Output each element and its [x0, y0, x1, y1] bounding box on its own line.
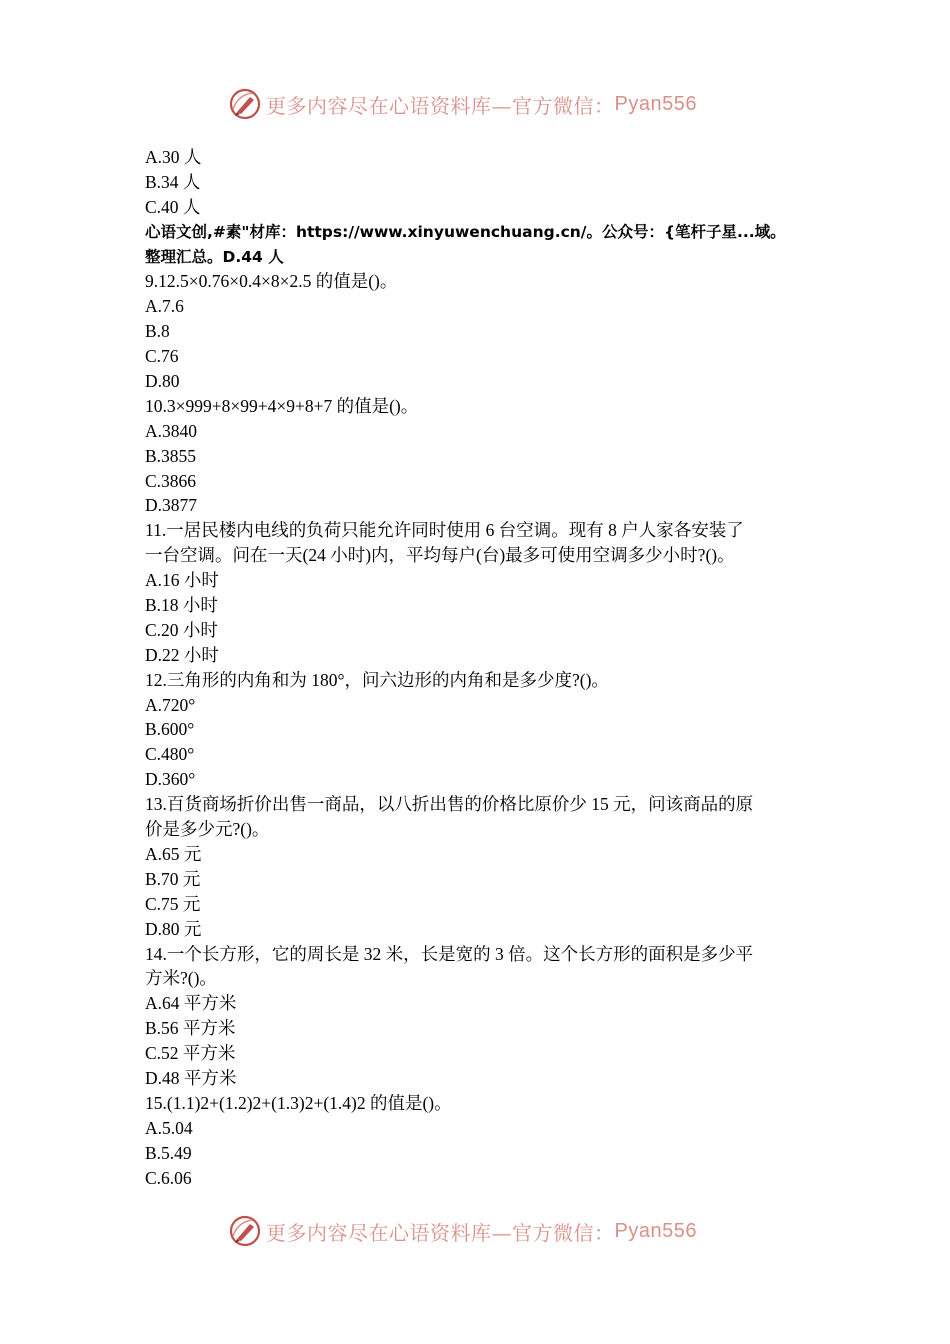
option-line: B.56 平方米: [145, 1018, 236, 1039]
header-banner: [228, 84, 728, 124]
option-line: A.30 人: [145, 147, 202, 167]
option-line: D.3877: [145, 495, 198, 516]
pen-nib-logo-icon: [228, 1214, 262, 1248]
banner-handle: Pyan556: [614, 1219, 697, 1242]
option-line: B.34 人: [145, 171, 201, 192]
option-line: B.3855: [145, 445, 197, 466]
question-line: 11.一居民楼内电线的负荷只能允许同时使用 6 台空调。现有 8 户人家各安装了: [145, 520, 744, 541]
option-line: C.40 人: [145, 196, 201, 217]
banner-text: 更多内容尽在心语资料库—官方微信：: [266, 1220, 615, 1245]
option-line: C.6.06: [145, 1167, 192, 1188]
option-line: B.600°: [145, 719, 195, 740]
option-line: A.3840: [145, 420, 198, 441]
option-line: C.76: [145, 346, 179, 367]
question-line: 方米?()。: [145, 968, 217, 989]
option-line: C.52 平方米: [145, 1043, 236, 1064]
option-line: B.5.49: [145, 1142, 192, 1163]
watermark-line: 整理汇总。D.44 人: [145, 247, 284, 266]
option-line: D.22 小时: [145, 644, 219, 665]
option-line: D.48 平方米: [145, 1067, 237, 1088]
pen-nib-logo-icon: [228, 87, 262, 121]
option-line: B.70 元: [145, 868, 201, 889]
option-line: B.18 小时: [145, 595, 218, 616]
option-line: B.8: [145, 321, 170, 342]
question-line: 12.三角形的内角和为 180°，问六边形的内角和是多少度?()。: [145, 669, 609, 690]
footer-banner: [228, 1211, 728, 1251]
question-line: 10.3×999+8×99+4×9+8+7 的值是()。: [145, 395, 419, 416]
option-line: C.3866: [145, 470, 197, 491]
option-line: A.720°: [145, 694, 196, 715]
option-line: C.480°: [145, 744, 195, 765]
option-line: C.20 小时: [145, 619, 218, 640]
option-line: A.5.04: [145, 1117, 193, 1138]
question-line: 13.百货商场折价出售一商品，以八折出售的价格比原价少 15 元，问该商品的原: [145, 794, 754, 815]
watermark-line: 心语文创,#素"材库：https://www.xinyuwenchuang.cn/。公众号：{笔杆子星...域。: [145, 222, 786, 241]
option-line: D.360°: [145, 769, 196, 790]
option-line: D.80 元: [145, 918, 202, 939]
question-line: 价是多少元?()。: [145, 819, 270, 840]
option-line: D.80: [145, 371, 180, 392]
question-line: 一台空调。问在一天(24 小时)内，平均每户(台)最多可使用空调多少小时?()。: [145, 545, 735, 566]
document-body: [145, 145, 810, 1190]
option-line: A.65 元: [145, 843, 202, 864]
option-line: C.75 元: [145, 893, 201, 914]
option-line: A.7.6: [145, 296, 184, 317]
option-line: A.16 小时: [145, 570, 219, 591]
banner-text: 更多内容尽在心语资料库—官方微信：: [266, 93, 615, 118]
question-line: 9.12.5×0.76×0.4×8×2.5 的值是()。: [145, 271, 398, 292]
question-line: 14.一个长方形，它的周长是 32 米，长是宽的 3 倍。这个长方形的面积是多少平: [145, 943, 754, 964]
question-line: 15.(1.1)2+(1.2)2+(1.3)2+(1.4)2 的值是()。: [145, 1092, 452, 1113]
option-line: A.64 平方米: [145, 993, 237, 1014]
banner-handle: Pyan556: [614, 92, 697, 115]
